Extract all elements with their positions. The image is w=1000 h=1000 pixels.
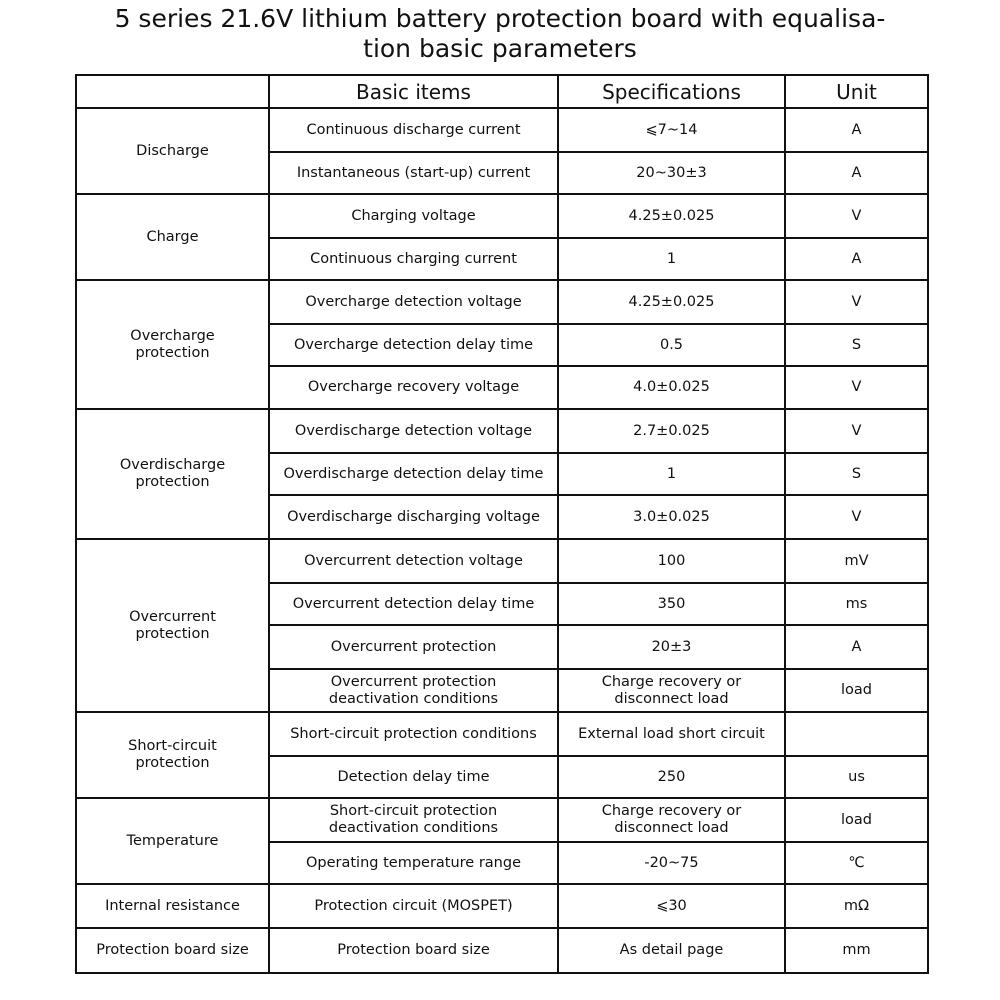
table-row xyxy=(76,539,928,583)
group-label-discharge xyxy=(76,108,269,194)
basic-item-text: Overcharge recovery voltage xyxy=(307,379,520,395)
specification-text: 4.0±0.025 xyxy=(633,379,710,395)
basic-item-text: Overcurrent detection voltage xyxy=(304,552,523,569)
basic-item-cell xyxy=(269,842,558,884)
basic-item-text: deactivation conditions xyxy=(328,820,499,836)
basic-item-cell xyxy=(269,238,558,280)
specification-text: 350 xyxy=(657,595,686,612)
basic-item-text: Short-circuit protection conditions xyxy=(290,725,537,742)
basic-item-text: Overdischarge discharging voltage xyxy=(287,508,540,525)
basic-item-cell xyxy=(269,669,558,712)
specification-text: 100 xyxy=(657,552,686,569)
specification-text: As detail page xyxy=(619,942,724,958)
specification-cell xyxy=(558,366,785,409)
specification-text: 250 xyxy=(657,768,686,785)
unit-cell: A xyxy=(785,238,928,280)
specification-text: 0.5 xyxy=(659,336,684,353)
table-body xyxy=(76,108,928,973)
basic-item-cell xyxy=(269,409,558,453)
group-label-line: Protection board size xyxy=(96,942,249,958)
basic-item-text: Protection circuit (MOSPET) xyxy=(314,897,513,914)
specification-text: 20±3 xyxy=(651,638,692,655)
specification-cell xyxy=(558,669,785,712)
group-label-charge xyxy=(76,194,269,280)
header-row xyxy=(76,75,928,108)
basic-item-cell xyxy=(269,152,558,194)
group-label-line: protection xyxy=(135,344,210,361)
unit-cell: us xyxy=(785,756,928,798)
basic-item-cell xyxy=(269,453,558,495)
specification-text: disconnect load xyxy=(614,820,729,836)
group-label-overdischarge xyxy=(76,409,269,539)
basic-item-text: Overdischarge detection delay time xyxy=(283,465,544,482)
basic-item-text: Continuous discharge current xyxy=(306,121,521,138)
specification-text: disconnect load xyxy=(614,690,729,707)
unit-cell: mΩ xyxy=(785,884,928,928)
specification-text: -20~75 xyxy=(644,854,699,871)
basic-item-text: Short-circuit protection xyxy=(329,803,498,819)
specification-text: 4.25±0.025 xyxy=(628,207,715,224)
basic-item-text: deactivation conditions xyxy=(328,690,499,707)
basic-item-cell xyxy=(269,625,558,669)
specification-cell xyxy=(558,625,785,669)
group-label-line: protection xyxy=(135,625,210,642)
unit-cell: A xyxy=(785,152,928,194)
group-label-shortcircuit xyxy=(76,712,269,798)
header-unit: Unit xyxy=(785,75,928,108)
basic-item-cell xyxy=(269,280,558,324)
unit-cell: ms xyxy=(785,583,928,625)
unit-cell: V xyxy=(785,280,928,324)
basic-item-cell xyxy=(269,324,558,366)
specification-cell xyxy=(558,884,785,928)
group-label-overcurrent xyxy=(76,539,269,712)
basic-item-text: Protection board size xyxy=(337,942,490,958)
specification-cell xyxy=(558,409,785,453)
basic-item-cell xyxy=(269,583,558,625)
basic-item-text: Operating temperature range xyxy=(305,854,521,871)
group-label-temperature xyxy=(76,798,269,884)
unit-cell: V xyxy=(785,409,928,453)
table-row xyxy=(76,928,928,973)
group-label-resistance xyxy=(76,884,269,928)
header-basic-items: Basic items xyxy=(269,75,558,108)
specification-cell xyxy=(558,539,785,583)
basic-item-cell xyxy=(269,366,558,409)
basic-item-text: Overdischarge detection voltage xyxy=(294,422,533,439)
group-label-line: Overcurrent xyxy=(129,608,216,625)
unit-cell: mm xyxy=(785,928,928,973)
basic-item-text: Overcurrent detection delay time xyxy=(292,595,535,612)
table-row xyxy=(76,712,928,756)
basic-item-text: Detection delay time xyxy=(337,768,490,785)
specification-text: External load short circuit xyxy=(578,725,765,742)
basic-item-cell xyxy=(269,756,558,798)
basic-item-cell xyxy=(269,495,558,539)
unit-cell: S xyxy=(785,453,928,495)
unit-cell: mV xyxy=(785,539,928,583)
basic-item-cell xyxy=(269,712,558,756)
page-title xyxy=(0,4,1000,64)
specification-text: 1 xyxy=(666,465,677,482)
specification-cell xyxy=(558,280,785,324)
group-label-overcharge xyxy=(76,280,269,409)
basic-item-cell xyxy=(269,798,558,842)
specification-text: Charge recovery or xyxy=(601,673,742,690)
unit-cell: ℃ xyxy=(785,842,928,884)
group-label-line: Overdischarge xyxy=(119,457,226,473)
basic-item-cell xyxy=(269,194,558,238)
specification-text: ⩽7~14 xyxy=(645,121,698,138)
specification-cell xyxy=(558,798,785,842)
table-row xyxy=(76,108,928,152)
specification-cell xyxy=(558,712,785,756)
basic-item-text: Continuous charging current xyxy=(310,250,517,267)
table-row xyxy=(76,409,928,453)
specification-text: 4.25±0.025 xyxy=(628,293,715,310)
table-row xyxy=(76,280,928,324)
unit-cell: A xyxy=(785,625,928,669)
table-row xyxy=(76,194,928,238)
specification-cell xyxy=(558,108,785,152)
basic-item-cell xyxy=(269,928,558,973)
specification-cell xyxy=(558,756,785,798)
unit-cell xyxy=(785,712,928,756)
group-label-line: Short-circuit xyxy=(128,738,217,754)
group-label-line: protection xyxy=(135,474,210,490)
group-label-line: Discharge xyxy=(136,142,209,159)
group-label-size xyxy=(76,928,269,973)
specification-text: Charge recovery or xyxy=(601,803,742,819)
unit-cell: S xyxy=(785,324,928,366)
specification-cell xyxy=(558,928,785,973)
table-row xyxy=(76,884,928,928)
basic-item-cell xyxy=(269,539,558,583)
unit-cell: V xyxy=(785,495,928,539)
group-label-line: Overcharge xyxy=(130,327,215,344)
unit-cell: load xyxy=(785,669,928,712)
unit-cell: V xyxy=(785,194,928,238)
unit-cell: load xyxy=(785,798,928,842)
specification-cell xyxy=(558,495,785,539)
specification-text: ⩽30 xyxy=(656,897,687,914)
group-label-line: Temperature xyxy=(126,832,219,849)
group-label-line: Charge xyxy=(146,228,199,245)
specification-cell xyxy=(558,842,785,884)
header-specifications: Specifications xyxy=(558,75,785,108)
group-label-line: protection xyxy=(135,755,210,771)
specification-cell xyxy=(558,152,785,194)
parameters-table xyxy=(75,74,929,974)
specification-cell xyxy=(558,194,785,238)
title-line-1: 5 series 21.6V lithium battery protection board with equalisa- xyxy=(114,4,886,33)
specification-text: 1 xyxy=(666,250,677,267)
specification-cell xyxy=(558,453,785,495)
header-blank xyxy=(76,75,269,108)
table-row xyxy=(76,798,928,842)
basic-item-text: Instantaneous (start-up) current xyxy=(296,164,531,181)
specification-cell xyxy=(558,238,785,280)
basic-item-text: Overcurrent protection xyxy=(330,673,497,690)
specification-text: 2.7±0.025 xyxy=(633,422,710,439)
unit-cell: A xyxy=(785,108,928,152)
basic-item-text: Overcurrent protection xyxy=(330,638,497,655)
unit-cell: V xyxy=(785,366,928,409)
specification-text: 20~30±3 xyxy=(636,164,707,181)
basic-item-text: Charging voltage xyxy=(351,207,476,224)
specification-text: 3.0±0.025 xyxy=(633,508,710,525)
basic-item-text: Overcharge detection voltage xyxy=(305,293,522,310)
group-label-line: Internal resistance xyxy=(105,897,240,914)
basic-item-cell xyxy=(269,884,558,928)
basic-item-text: Overcharge detection delay time xyxy=(293,336,534,353)
title-line-2: tion basic parameters xyxy=(363,34,637,63)
basic-item-cell xyxy=(269,108,558,152)
specification-cell xyxy=(558,324,785,366)
specification-cell xyxy=(558,583,785,625)
